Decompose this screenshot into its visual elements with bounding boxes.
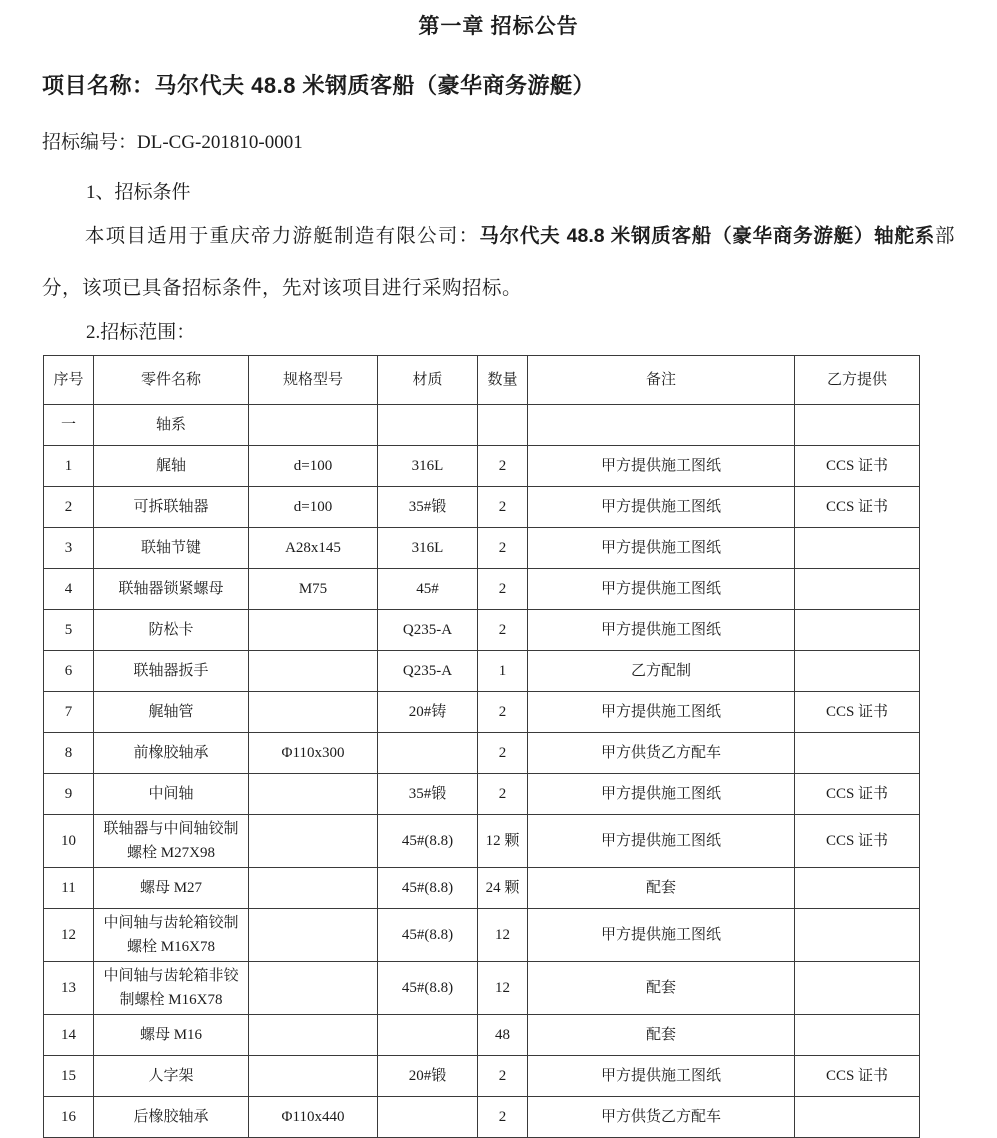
column-header-party-b-provides: 乙方提供 (795, 356, 920, 405)
cell-index: 9 (44, 774, 94, 815)
cell-quantity: 2 (478, 733, 528, 774)
cell-part-name: 中间轴 (94, 774, 249, 815)
cell-spec-model: Φ110x300 (249, 733, 378, 774)
cell-spec-model (249, 651, 378, 692)
column-header-part-name: 零件名称 (94, 356, 249, 405)
table-row (44, 1015, 920, 1056)
cell-remark: 甲方提供施工图纸 (528, 909, 795, 962)
cell-spec-model (249, 1056, 378, 1097)
cell-spec-model: Φ110x440 (249, 1097, 378, 1138)
cell-remark: 乙方配制 (528, 651, 795, 692)
column-header-spec-model: 规格型号 (249, 356, 378, 405)
cell-part-name: 联轴器锁紧螺母 (94, 569, 249, 610)
cell-quantity: 12 颗 (478, 815, 528, 868)
cell-quantity: 2 (478, 528, 528, 569)
cell-part-name: 防松卡 (94, 610, 249, 651)
cell-index: 12 (44, 909, 94, 962)
cell-quantity: 2 (478, 569, 528, 610)
table-row (44, 528, 920, 569)
column-header-quantity: 数量 (478, 356, 528, 405)
cell-party-b-provides: CCS 证书 (795, 815, 920, 868)
tender-scope-table (43, 355, 920, 1138)
cell-spec-model (249, 405, 378, 446)
cell-material (378, 1097, 478, 1138)
cell-material: 35#锻 (378, 487, 478, 528)
cell-quantity: 2 (478, 610, 528, 651)
cell-quantity: 48 (478, 1015, 528, 1056)
cell-remark: 甲方供货乙方配车 (528, 1097, 795, 1138)
cell-index: 13 (44, 962, 94, 1015)
cell-remark: 甲方提供施工图纸 (528, 774, 795, 815)
table-row (44, 909, 920, 962)
cell-party-b-provides (795, 1015, 920, 1056)
cell-index: 一 (44, 405, 94, 446)
table-row (44, 962, 920, 1015)
cell-quantity: 1 (478, 651, 528, 692)
cell-quantity: 2 (478, 487, 528, 528)
cell-part-name: 轴系 (94, 405, 249, 446)
cell-index: 3 (44, 528, 94, 569)
cell-quantity: 2 (478, 1056, 528, 1097)
cell-part-name: 联轴节键 (94, 528, 249, 569)
cell-quantity: 2 (478, 1097, 528, 1138)
cell-part-name: 联轴器与中间轴铰制螺栓 M27X98 (94, 815, 249, 868)
cell-spec-model (249, 692, 378, 733)
cell-material: 20#铸 (378, 692, 478, 733)
cell-part-name: 可拆联轴器 (94, 487, 249, 528)
table-row (44, 1097, 920, 1138)
cell-part-name: 螺母 M16 (94, 1015, 249, 1056)
cell-remark: 配套 (528, 1015, 795, 1056)
cell-remark: 甲方供货乙方配车 (528, 733, 795, 774)
cell-material: 35#锻 (378, 774, 478, 815)
cell-party-b-provides: CCS 证书 (795, 446, 920, 487)
cell-quantity: 24 颗 (478, 868, 528, 909)
table-header-row (44, 356, 920, 405)
cell-material (378, 1015, 478, 1056)
cell-party-b-provides (795, 528, 920, 569)
cell-material (378, 733, 478, 774)
cell-index: 6 (44, 651, 94, 692)
section-heading-tender-scope: 2.招标范围： (86, 322, 196, 343)
chapter-title: 第一章 招标公告 (418, 14, 579, 38)
cell-index: 2 (44, 487, 94, 528)
table-row (44, 610, 920, 651)
cell-remark: 甲方提供施工图纸 (528, 815, 795, 868)
table-row (44, 405, 920, 446)
table-row (44, 487, 920, 528)
cell-spec-model (249, 610, 378, 651)
cell-part-name: 中间轴与齿轮箱非铰制螺栓 M16X78 (94, 962, 249, 1015)
cell-part-name: 艉轴 (94, 446, 249, 487)
cell-material: 45#(8.8) (378, 962, 478, 1015)
cell-index: 4 (44, 569, 94, 610)
cell-party-b-provides (795, 405, 920, 446)
cell-part-name: 后橡胶轴承 (94, 1097, 249, 1138)
cell-remark: 甲方提供施工图纸 (528, 1056, 795, 1097)
cell-index: 8 (44, 733, 94, 774)
column-header-index: 序号 (44, 356, 94, 405)
cell-quantity (478, 405, 528, 446)
cell-part-name: 螺母 M27 (94, 868, 249, 909)
cell-remark: 配套 (528, 868, 795, 909)
cell-spec-model (249, 868, 378, 909)
cell-remark: 甲方提供施工图纸 (528, 528, 795, 569)
cell-quantity: 12 (478, 962, 528, 1015)
cell-index: 5 (44, 610, 94, 651)
cell-part-name: 中间轴与齿轮箱铰制螺栓 M16X78 (94, 909, 249, 962)
cell-index: 10 (44, 815, 94, 868)
cell-spec-model (249, 1015, 378, 1056)
cell-material: 45#(8.8) (378, 815, 478, 868)
cell-remark: 甲方提供施工图纸 (528, 487, 795, 528)
cell-material: 316L (378, 528, 478, 569)
cell-quantity: 2 (478, 446, 528, 487)
cell-spec-model: M75 (249, 569, 378, 610)
cell-party-b-provides (795, 733, 920, 774)
column-header-remark: 备注 (528, 356, 795, 405)
cell-party-b-provides (795, 909, 920, 962)
cell-index: 14 (44, 1015, 94, 1056)
cell-party-b-provides (795, 868, 920, 909)
cell-material: 316L (378, 446, 478, 487)
cell-index: 15 (44, 1056, 94, 1097)
table-row (44, 868, 920, 909)
paragraph-tail-text: 部分，该项已具备招标条件，先对该项目进行采购招标。 (42, 226, 955, 299)
cell-material (378, 405, 478, 446)
cell-remark: 甲方提供施工图纸 (528, 692, 795, 733)
table-row (44, 733, 920, 774)
table-row (44, 774, 920, 815)
table-row (44, 1056, 920, 1097)
cell-party-b-provides (795, 610, 920, 651)
cell-remark: 甲方提供施工图纸 (528, 446, 795, 487)
table-row (44, 651, 920, 692)
cell-index: 16 (44, 1097, 94, 1138)
cell-spec-model: d=100 (249, 446, 378, 487)
cell-spec-model (249, 962, 378, 1015)
table-row (44, 446, 920, 487)
cell-spec-model: A28x145 (249, 528, 378, 569)
cell-material: Q235-A (378, 651, 478, 692)
cell-spec-model: d=100 (249, 487, 378, 528)
table-header (44, 356, 920, 405)
cell-party-b-provides (795, 962, 920, 1015)
cell-party-b-provides: CCS 证书 (795, 692, 920, 733)
cell-quantity: 2 (478, 692, 528, 733)
cell-spec-model (249, 815, 378, 868)
paragraph-emphasis-text: 马尔代夫 48.8 米钢质客船（豪华商务游艇）轴舵系 (479, 225, 935, 247)
cell-material: 45#(8.8) (378, 909, 478, 962)
cell-party-b-provides (795, 1097, 920, 1138)
cell-index: 1 (44, 446, 94, 487)
cell-spec-model (249, 909, 378, 962)
project-name-heading: 项目名称：马尔代夫 48.8 米钢质客船（豪华商务游艇） (42, 73, 596, 98)
section-heading-tender-conditions: 1、招标条件 (86, 182, 191, 203)
cell-remark: 甲方提供施工图纸 (528, 569, 795, 610)
cell-party-b-provides: CCS 证书 (795, 487, 920, 528)
table-row (44, 692, 920, 733)
cell-remark: 甲方提供施工图纸 (528, 610, 795, 651)
table-body (44, 405, 920, 1138)
paragraph-lead-text: 本项目适用于重庆帝力游艇制造有限公司： (84, 226, 480, 247)
cell-quantity: 12 (478, 909, 528, 962)
cell-party-b-provides (795, 569, 920, 610)
cell-material: 45# (378, 569, 478, 610)
table-row (44, 815, 920, 868)
cell-party-b-provides (795, 651, 920, 692)
cell-quantity: 2 (478, 774, 528, 815)
cell-part-name: 联轴器扳手 (94, 651, 249, 692)
cell-index: 7 (44, 692, 94, 733)
tender-conditions-paragraph (42, 210, 955, 315)
column-header-material: 材质 (378, 356, 478, 405)
cell-material: Q235-A (378, 610, 478, 651)
cell-party-b-provides: CCS 证书 (795, 774, 920, 815)
cell-part-name: 前橡胶轴承 (94, 733, 249, 774)
cell-spec-model (249, 774, 378, 815)
cell-index: 11 (44, 868, 94, 909)
cell-remark: 配套 (528, 962, 795, 1015)
cell-material: 45#(8.8) (378, 868, 478, 909)
cell-part-name: 人字架 (94, 1056, 249, 1097)
cell-material: 20#锻 (378, 1056, 478, 1097)
tender-number: 招标编号：DL-CG-201810-0001 (42, 132, 303, 153)
cell-party-b-provides: CCS 证书 (795, 1056, 920, 1097)
cell-remark (528, 405, 795, 446)
cell-part-name: 艉轴管 (94, 692, 249, 733)
table-row (44, 569, 920, 610)
